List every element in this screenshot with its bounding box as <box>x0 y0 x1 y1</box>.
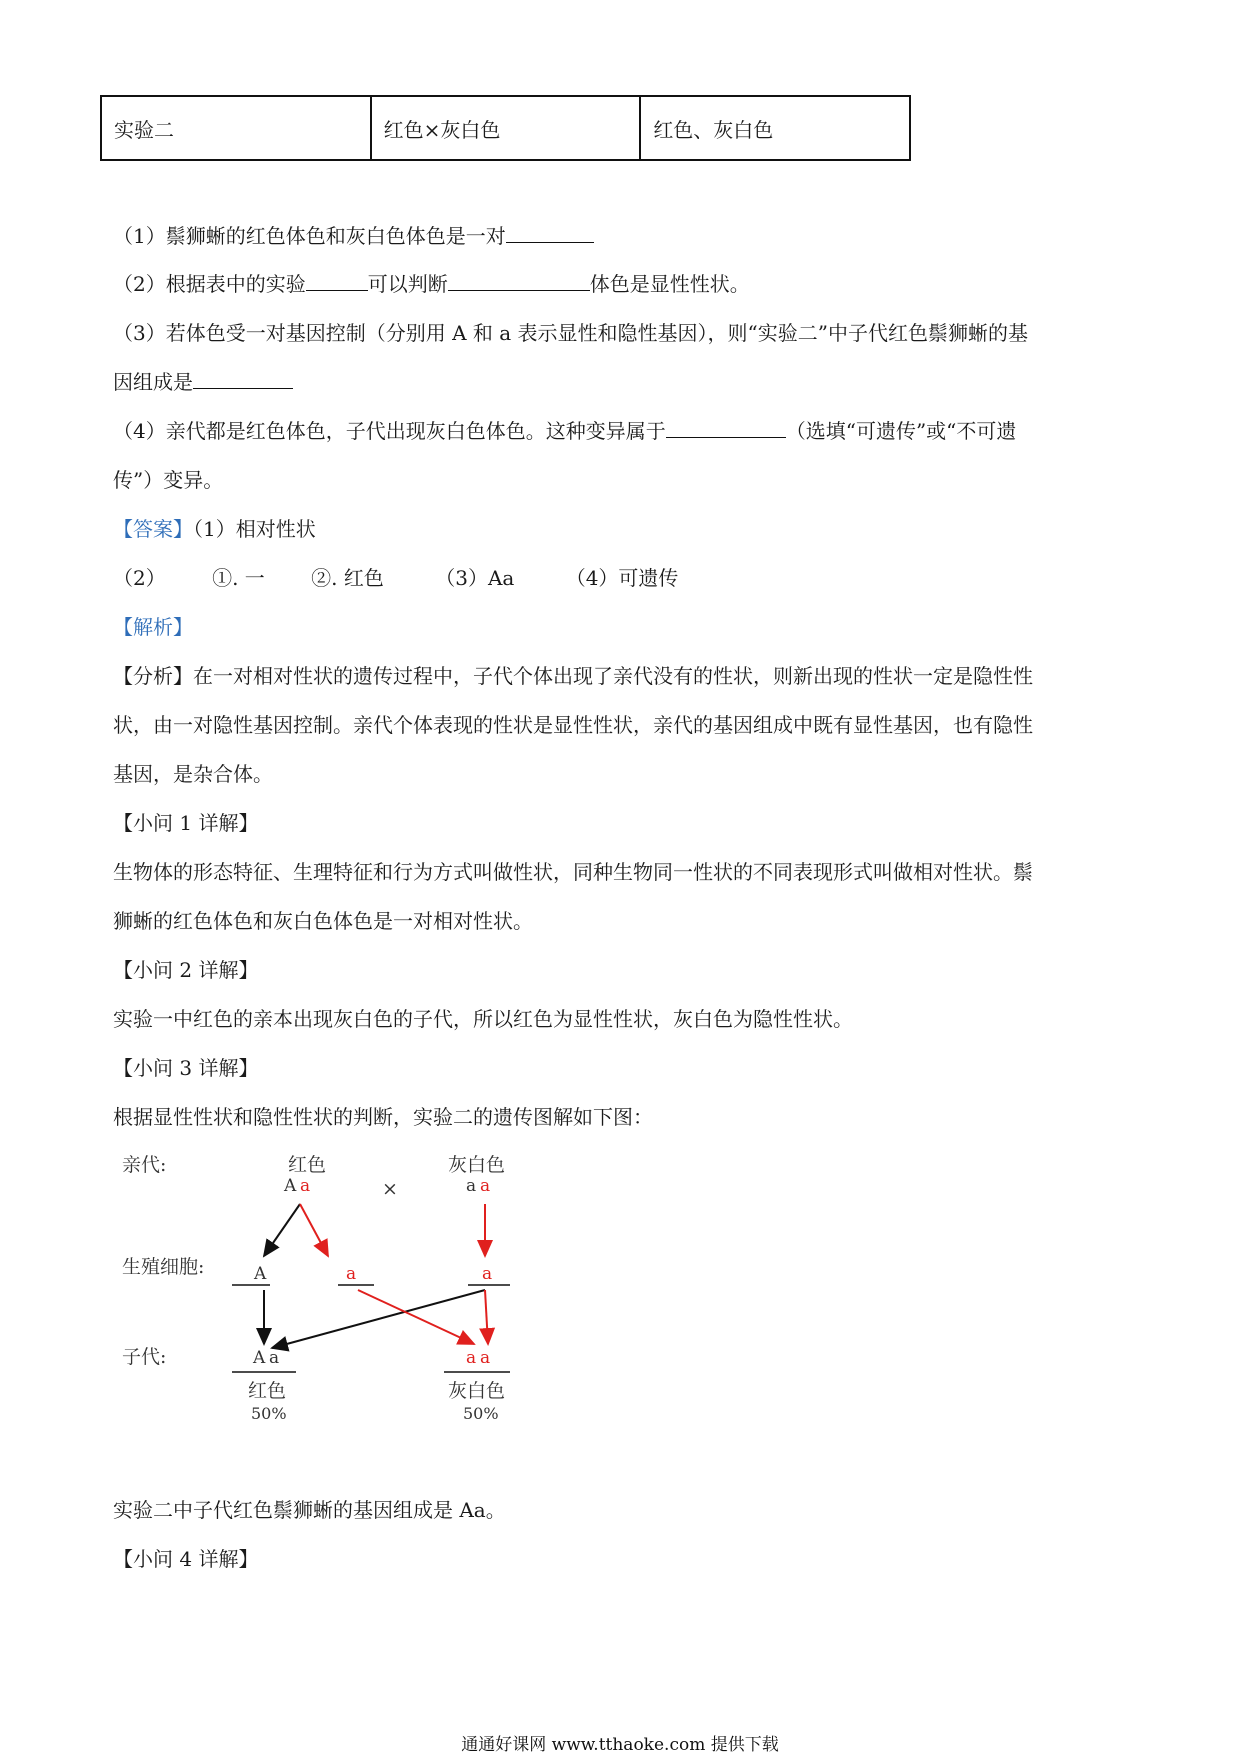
arrow-parent1-to-A <box>264 1204 300 1256</box>
experiment-table <box>100 95 911 161</box>
answer-tag: 【答案】 <box>113 517 193 541</box>
fenxi-line-3: 基因，是杂合体。 <box>113 762 273 786</box>
question-1-text: （1）鬃狮蜥的红色体色和灰白色体色是一对 <box>113 224 506 248</box>
gamete-A: A <box>254 1264 267 1284</box>
parent1-allele-a: a <box>300 1176 311 1196</box>
fenxi-tag: 【分析】 <box>113 664 193 688</box>
question-4-text-a: （4）亲代都是红色体色，子代出现灰白色体色。这种变异属于 <box>113 419 666 443</box>
offspring2-percent: 50% <box>463 1404 499 1423</box>
arrow-a1-to-offspring2 <box>358 1290 474 1344</box>
analysis-tag: 【解析】 <box>113 615 193 639</box>
answer-blank <box>193 368 293 389</box>
offspring1-phenotype: 红色 <box>248 1380 287 1402</box>
arrow-a2-to-offspring2 <box>485 1290 488 1344</box>
question-4-text-c: 传”）变异。 <box>113 468 224 492</box>
answer-2-2: ②. 红色 <box>311 566 384 590</box>
parent1-allele-A: A <box>284 1176 297 1196</box>
gamete-a-1: a <box>346 1264 357 1284</box>
cross-symbol: × <box>382 1178 398 1200</box>
section-1-title: 【小问 1 详解】 <box>113 811 259 835</box>
question-1 <box>113 222 594 250</box>
label-parent: 亲代: <box>122 1154 167 1176</box>
parent2-allele-1: a <box>466 1176 477 1196</box>
question-4-text-b: （选填“可遗传”或“不可遗 <box>785 419 1017 443</box>
section-1-line-1: 生物体的形态特征、生理特征和行为方式叫做性状，同种生物同一性状的不同表现形式叫做相对性状。鬃 <box>113 860 1033 884</box>
table-cell-offspring: 红色、灰白色 <box>640 96 910 160</box>
parent1-phenotype: 红色 <box>288 1154 327 1176</box>
label-gamete: 生殖细胞: <box>122 1256 205 1278</box>
parent2-allele-2: a <box>480 1176 491 1196</box>
answer-1: （1）相对性状 <box>193 517 316 541</box>
question-3-text-a: （3）若体色受一对基因控制（分别用 A 和 a 表示显性和隐性基因），则“实验二”中子代红色鬃狮蜥的基 <box>113 321 1028 345</box>
section-4-title: 【小问 4 详解】 <box>113 1547 259 1571</box>
section-3-title: 【小问 3 详解】 <box>113 1056 259 1080</box>
section-2-line-1: 实验一中红色的亲本出现灰白色的子代，所以红色为显性性状，灰白色为隐性性状。 <box>113 1007 853 1031</box>
question-2-text-b: 可以判断 <box>367 272 448 296</box>
offspring1-allele-a: a <box>269 1348 280 1368</box>
table-cell-cross: 红色×灰白色 <box>371 96 641 160</box>
offspring2-phenotype: 灰白色 <box>448 1380 506 1402</box>
answer-blank <box>666 417 786 438</box>
table-cell-experiment: 实验二 <box>101 96 371 160</box>
offspring1-allele-A: A <box>253 1348 266 1368</box>
answer-line-1 <box>113 515 316 543</box>
label-offspring: 子代: <box>122 1346 167 1368</box>
table-row <box>101 96 910 160</box>
question-4-line-2 <box>113 466 223 494</box>
question-4-line-1 <box>113 417 1016 445</box>
answer-2-1: ①. 一 <box>212 566 265 590</box>
answer-2: （2） <box>113 566 166 590</box>
arrow-a2-to-offspring1 <box>272 1290 485 1348</box>
question-2 <box>113 270 750 298</box>
fenxi-text-1: 在一对相对性状的遗传过程中，子代个体出现了亲代没有的性状，则新出现的性状一定是隐性性 <box>193 664 1033 688</box>
answer-4: （4）可遗传 <box>565 566 679 590</box>
arrow-parent1-to-a <box>300 1204 328 1256</box>
answer-3: （3）Aa <box>435 566 515 590</box>
offspring2-allele-2: a <box>480 1348 491 1368</box>
answer-blank <box>506 222 594 243</box>
section-2-title: 【小问 2 详解】 <box>113 958 259 982</box>
fenxi-line-2: 状，由一对隐性基因控制。亲代个体表现的性状是显性性状，亲代的基因组成中既有显性基因，也有隐性 <box>113 713 1033 737</box>
offspring1-percent: 50% <box>251 1404 287 1423</box>
offspring2-allele-1: a <box>466 1348 477 1368</box>
section-3-line-1: 根据显性性状和隐性性状的判断，实验二的遗传图解如下图： <box>113 1105 653 1129</box>
question-2-text-a: （2）根据表中的实验 <box>113 272 306 296</box>
section-3-line-2: 实验二中子代红色鬃狮蜥的基因组成是 Aa。 <box>113 1498 506 1522</box>
question-3-line-2 <box>113 368 293 396</box>
question-3-line-1 <box>113 319 1028 347</box>
page-footer: 通通好课网 www.tthaoke.com 提供下载 <box>461 1735 779 1755</box>
answer-blank <box>448 270 590 291</box>
answer-blank <box>306 270 368 291</box>
section-1-line-2: 狮蜥的红色体色和灰白色体色是一对相对性状。 <box>113 909 533 933</box>
fenxi-line-1 <box>113 662 1033 690</box>
question-3-text-b: 因组成是 <box>113 370 193 394</box>
gamete-a-2: a <box>482 1264 493 1284</box>
parent2-phenotype: 灰白色 <box>448 1154 506 1176</box>
question-2-text-c: 体色是显性性状。 <box>589 272 750 296</box>
answer-line-2 <box>113 564 678 592</box>
